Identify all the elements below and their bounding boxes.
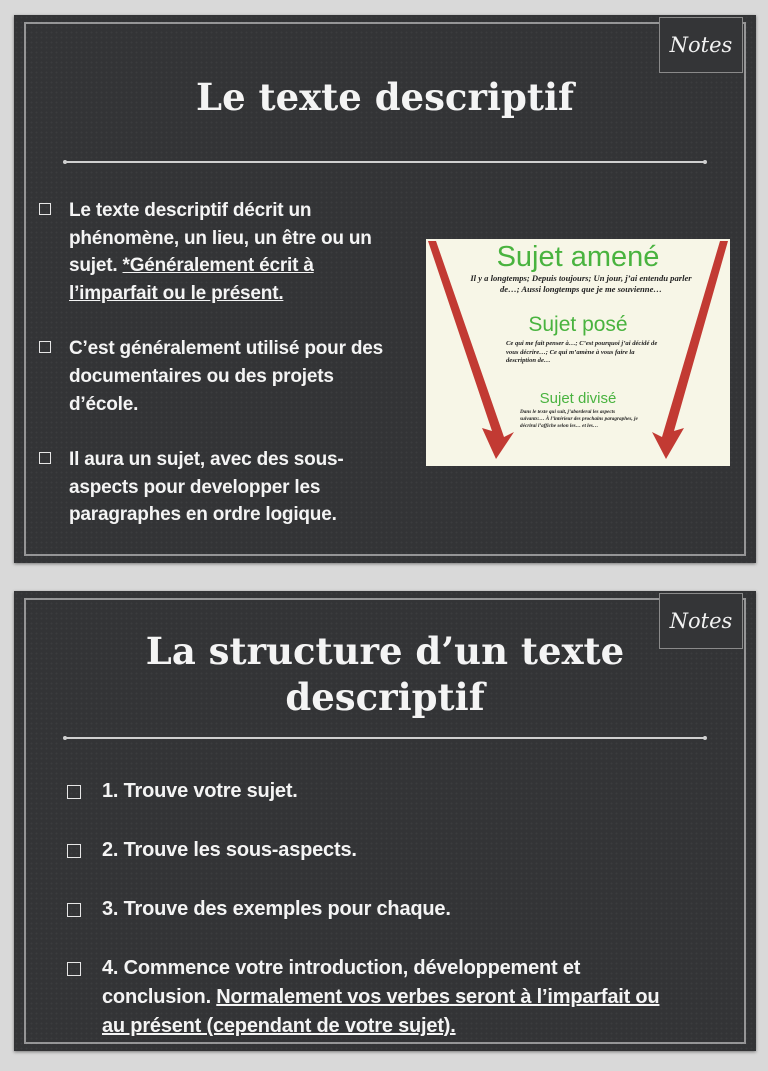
checkbox-bullet-icon (39, 341, 51, 353)
bullet-text: 3. Trouve des exemples pour chaque. (102, 898, 451, 920)
figure-heading-2: Sujet posé (528, 313, 628, 336)
checkbox-bullet-icon (67, 785, 81, 799)
bullet-emphasis: *Généralement écrit à l’imparfait ou le présent. (69, 255, 314, 304)
title-divider (65, 737, 705, 739)
figure-text-1: Il y a longtemps; Depuis toujours; Un jour, j’ai entendu parler de…; Aussi longtemps que je me souvienne… (470, 273, 692, 294)
checkbox-bullet-icon (67, 962, 81, 976)
list-item (67, 895, 667, 924)
notes-button[interactable]: Notes (659, 593, 743, 649)
bullet-list (67, 777, 667, 1071)
figure-heading-3: Sujet divisé (539, 390, 617, 407)
bullet-text: 1. Trouve votre sujet. (102, 780, 298, 802)
slide-title: La structure d’un texte descriptif (145, 629, 625, 719)
list-item (67, 777, 667, 806)
structure-diagram-image (426, 239, 730, 466)
slide-1 (14, 15, 756, 563)
checkbox-bullet-icon (67, 844, 81, 858)
checkbox-bullet-icon (39, 203, 51, 215)
bullet-list (39, 197, 399, 557)
list-item (67, 954, 667, 1041)
checkbox-bullet-icon (67, 903, 81, 917)
slide-title: Le texte descriptif (196, 75, 574, 119)
list-item (39, 197, 399, 307)
bullet-text: Il aura un sujet, avec des sous-aspects pour developper les paragraphes en ordre logique. (69, 449, 344, 526)
list-item (67, 836, 667, 865)
checkbox-bullet-icon (39, 452, 51, 464)
list-item (39, 446, 399, 529)
figure-text-2: Ce qui me fait penser à…; C’est pourquoi j’ai décidé de vous décrire…; Ce qui m’amène à vous faire la description de… (506, 340, 658, 365)
figure-text-3: Dans le texte qui suit, j’aborderai les aspects suivants:… À l’intérieur des prochains paragraphes, je décrirai l’affiche selon les… et les… (520, 409, 638, 429)
bullet-text: Le texte descriptif décrit un phénomène, un lieu, un être ou un sujet. (69, 200, 372, 277)
bullet-text: 2. Trouve les sous-aspects. (102, 839, 357, 861)
slide-2 (14, 591, 756, 1051)
bullet-text: C’est généralement utilisé pour des documentaires ou des projets d’école. (69, 338, 383, 415)
notes-button[interactable]: Notes (659, 17, 743, 73)
list-item (39, 335, 399, 418)
bullet-text: 4. Commence votre introduction, développement et conclusion. (102, 957, 581, 1008)
title-divider (65, 161, 705, 163)
figure-heading-1: Sujet amené (496, 241, 660, 273)
bullet-emphasis: Normalement vos verbes seront à l’imparfait ou au présent (cependant de votre sujet). (102, 986, 660, 1037)
